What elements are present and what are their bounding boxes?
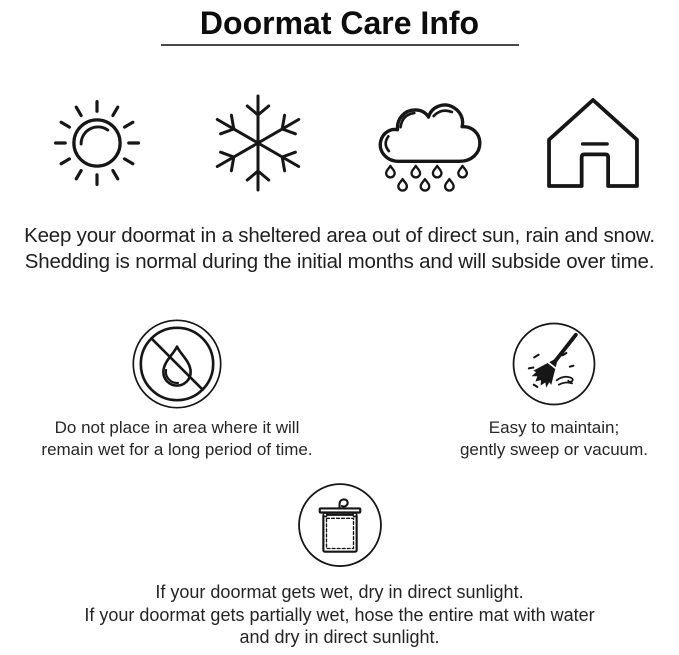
care-items-row — [0, 317, 679, 461]
intro-text — [0, 223, 679, 275]
drying-caption — [84, 581, 594, 649]
weather-icons-row — [0, 84, 679, 201]
caption-line: Do not place in area where it will — [54, 418, 300, 437]
page-title: Doormat Care Info — [199, 5, 480, 41]
hanging-mat-icon — [295, 481, 385, 571]
caption-line: Easy to maintain; — [488, 418, 620, 437]
sweep-caption — [460, 417, 648, 461]
house-icon — [541, 91, 645, 195]
drying-line-3: and dry in direct sunlight. — [239, 627, 440, 647]
snowflake-icon — [203, 88, 313, 198]
header — [0, 0, 679, 46]
broom-sweep-icon — [510, 320, 598, 408]
no-water-drop-icon — [130, 317, 224, 411]
drying-instructions — [0, 481, 679, 649]
drying-line-1: If your doormat gets wet, dry in direct sunlight. — [155, 582, 524, 602]
caption-line: gently sweep or vacuum. — [459, 440, 649, 459]
intro-line-1: Keep your doormat in a sheltered area out of direct sun, rain and snow. — [24, 224, 655, 247]
care-item-sweep — [429, 317, 679, 461]
sun-icon — [44, 90, 150, 196]
no-water-caption — [41, 417, 312, 461]
rain-cloud-icon — [366, 84, 488, 201]
drying-line-2: If your doormat gets partially wet, hose the entire mat with water — [84, 604, 595, 625]
intro-line-2: Shedding is normal during the initial months and will subside over time. — [24, 250, 655, 273]
caption-line: remain wet for a long period of time. — [41, 440, 313, 459]
title-underline — [161, 44, 519, 46]
care-item-no-water — [0, 317, 354, 461]
broom-icon-box — [510, 317, 598, 411]
no-water-icon-box — [130, 317, 224, 411]
